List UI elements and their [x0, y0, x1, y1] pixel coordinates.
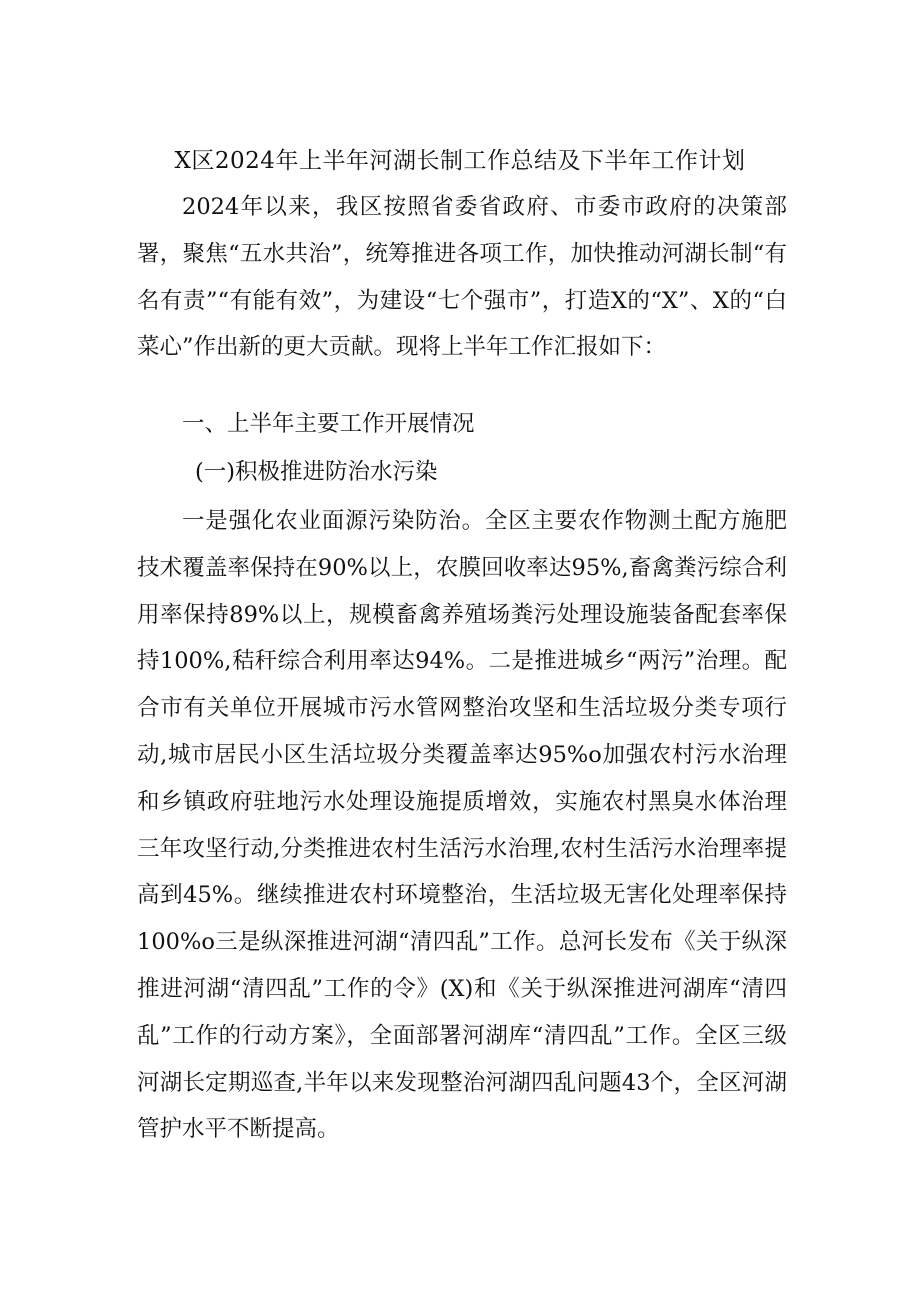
document-title: X区2024年上半年河湖长制工作总结及下半年工作计划 — [174, 148, 746, 174]
section-heading: 一、上半年主要工作开展情况 — [182, 411, 475, 437]
body-paragraph: 一是强化农业面源污染防治。全区主要农作物测土配方施肥技术覆盖率保持在90%以上，农膜回收率达95%,畜禽粪污综合利用率保持89%以上，规模畜禽养殖场粪污处理设施装备配套率保持100%,秸秆综合利用率达94%。二是推进城乡“两污”治理。配合市有关单位开展城市污水管网整治攻坚和生活垃圾分类专项行动,城市居民小区生活垃圾分类覆盖率达95%o加强农村污水治理和乡镇政府驻地污水处理设施提质增效，实施农村黑臭水体治理三年攻坚行动,分类推进农村生活污水治理,农村生活污水治理率提高到45%。继续推进农村环境整治，生活垃圾无害化处理率保持100%o三是纵深推进河湖“清四乱”工作。总河长发布《关于纵深推进河湖“清四乱”工作的令》(X)和《关于纵深推进河湖库“清四乱”工作的行动方案》，全面部署河湖库“清四乱”工作。全区三级河湖长定期巡查,半年以来发现整治河湖四乱问题43个，全区河湖管护水平不断提高。 — [137, 508, 787, 1143]
subsection-heading: (一)积极推进防治水污染 — [195, 459, 438, 485]
intro-paragraph: 2024年以来，我区按照省委省政府、市委市政府的决策部署，聚焦“五水共治”，统筹推进各项工作，加快推动河湖长制“有名有责”“有能有效”，为建设“七个强市”，打造X的“X”、X的“白菜心”作出新的更大贡献。现将上半年工作汇报如下： — [137, 194, 787, 361]
